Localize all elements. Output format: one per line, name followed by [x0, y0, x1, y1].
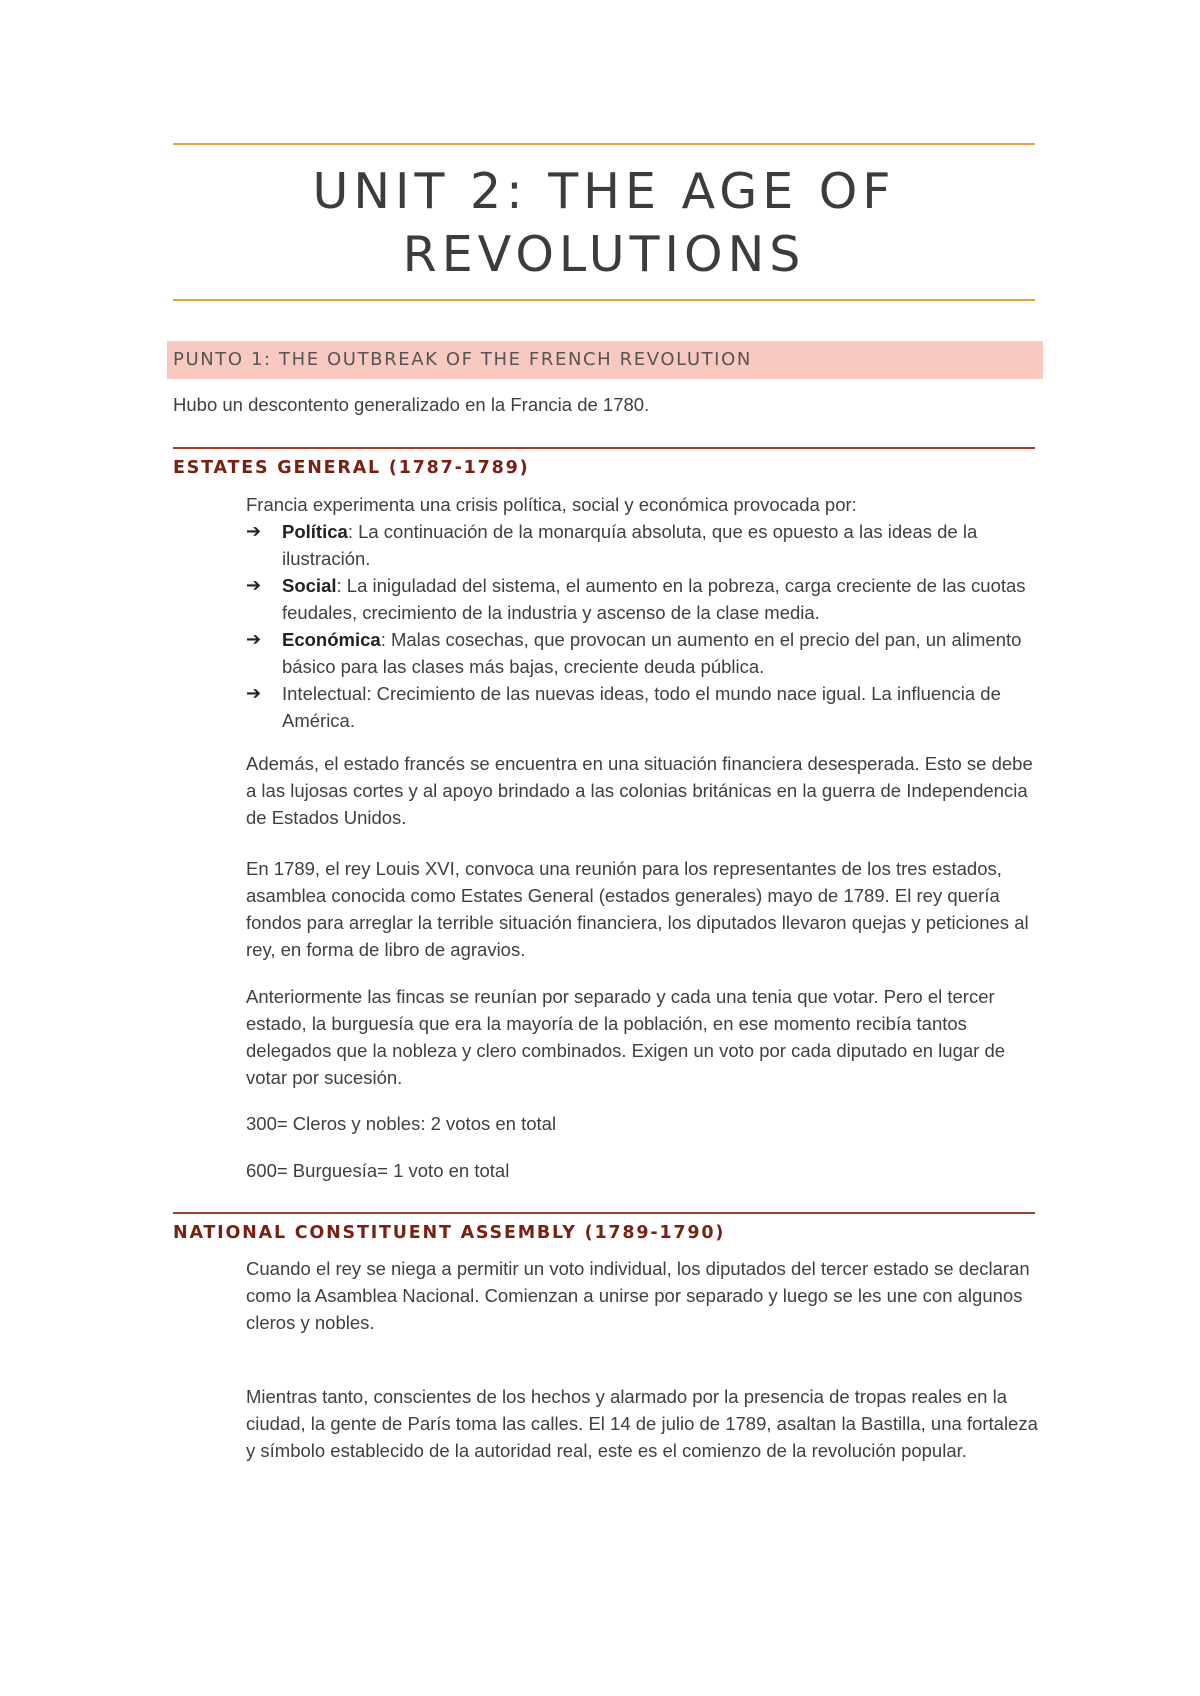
- list-item: [246, 626, 1038, 680]
- votes-clergy-nobles: 300= Cleros y nobles: 2 votos en total: [246, 1113, 557, 1134]
- list-item: [246, 518, 1038, 572]
- arrow-right-icon: ➔: [246, 521, 262, 542]
- arrow-right-icon: ➔: [246, 629, 262, 650]
- list-item: [246, 572, 1038, 626]
- arrow-right-icon: ➔: [246, 575, 262, 596]
- bullet-term: Política: [282, 521, 348, 542]
- section-2-rule: [173, 1212, 1035, 1214]
- punto-heading: PUNTO 1: THE OUTBREAK OF THE FRENCH REVOLUTION: [167, 341, 1043, 379]
- bullet-text: : Malas cosechas, que provocan un aumento en el precio del pan, un alimento básico para las clases más bajas, creciente deuda pública.: [282, 629, 1022, 677]
- title-line-1: UNIT 2: THE AGE OF: [312, 163, 896, 220]
- paragraph-finance: Además, el estado francés se encuentra en una situación financiera desesperada. Esto se debe a las lujosas cortes y al apoyo brindado a las colonias británicas en la guerra de Independencia de Estados Unidos.: [246, 753, 1033, 828]
- bullet-term: Social: [282, 575, 337, 596]
- section-1-lead: Francia experimenta una crisis política, social y económica provocada por:: [246, 494, 857, 515]
- arrow-right-icon: ➔: [246, 683, 262, 704]
- section-1-body: [246, 491, 1038, 734]
- list-item: [246, 680, 1038, 734]
- cause-list: [246, 518, 1038, 734]
- bullet-text: : La iniguladad del sistema, el aumento en la pobreza, carga creciente de las cuotas feudales, crecimiento de la industria y ascenso de la clase media.: [282, 575, 1026, 623]
- section-1-rule: [173, 447, 1035, 449]
- section-2-heading: NATIONAL CONSTITUENT ASSEMBLY (1789-1790): [173, 1223, 726, 1243]
- bullet-term: Económica: [282, 629, 381, 650]
- title-line-2: REVOLUTIONS: [402, 226, 806, 283]
- votes-bourgeoisie: 600= Burguesía= 1 voto en total: [246, 1160, 510, 1181]
- paragraph-estates-general: En 1789, el rey Louis XVI, convoca una reunión para los representantes de los tres estados, asamblea conocida como Estates General (estados generales) mayo de 1789. El rey quería fondos para arreglar la terrible situación financiera, los diputados llevaron quejas y peticiones al rey, en forma de libro de agravios.: [246, 858, 1029, 960]
- paragraph-voting: Anteriormente las fincas se reunían por separado y cada una tenia que votar. Pero el tercer estado, la burguesía que era la mayoría de la población, en ese momento recibía tantos delegados que la nobleza y clero combinados. Exigen un voto por cada diputado en lugar de votar por sucesión.: [246, 986, 1006, 1088]
- title-bottom-rule: [173, 299, 1035, 301]
- bullet-text: : La continuación de la monarquía absoluta, que es opuesto a las ideas de la ilustración.: [282, 521, 978, 569]
- paragraph-national-assembly: Cuando el rey se niega a permitir un voto individual, los diputados del tercer estado se declaran como la Asamblea Nacional. Comienzan a unirse por separado y luego se les une con algunos cleros y nobles.: [246, 1258, 1030, 1333]
- paragraph-bastille: Mientras tanto, conscientes de los hechos y alarmado por la presencia de tropas reales en la ciudad, la gente de París toma las calles. El 14 de julio de 1789, asaltan la Bastilla, una fortaleza y símbolo establecido de la autoridad real, este es el comienzo de la revolución popular.: [246, 1386, 1038, 1461]
- bullet-text: Intelectual: Crecimiento de las nuevas ideas, todo el mundo nace igual. La influencia de América.: [282, 683, 1001, 731]
- page-title: [173, 160, 1035, 286]
- intro-text: Hubo un descontento generalizado en la Francia de 1780.: [173, 394, 650, 415]
- section-1-heading: ESTATES GENERAL (1787-1789): [173, 458, 530, 478]
- title-top-rule: [173, 143, 1035, 145]
